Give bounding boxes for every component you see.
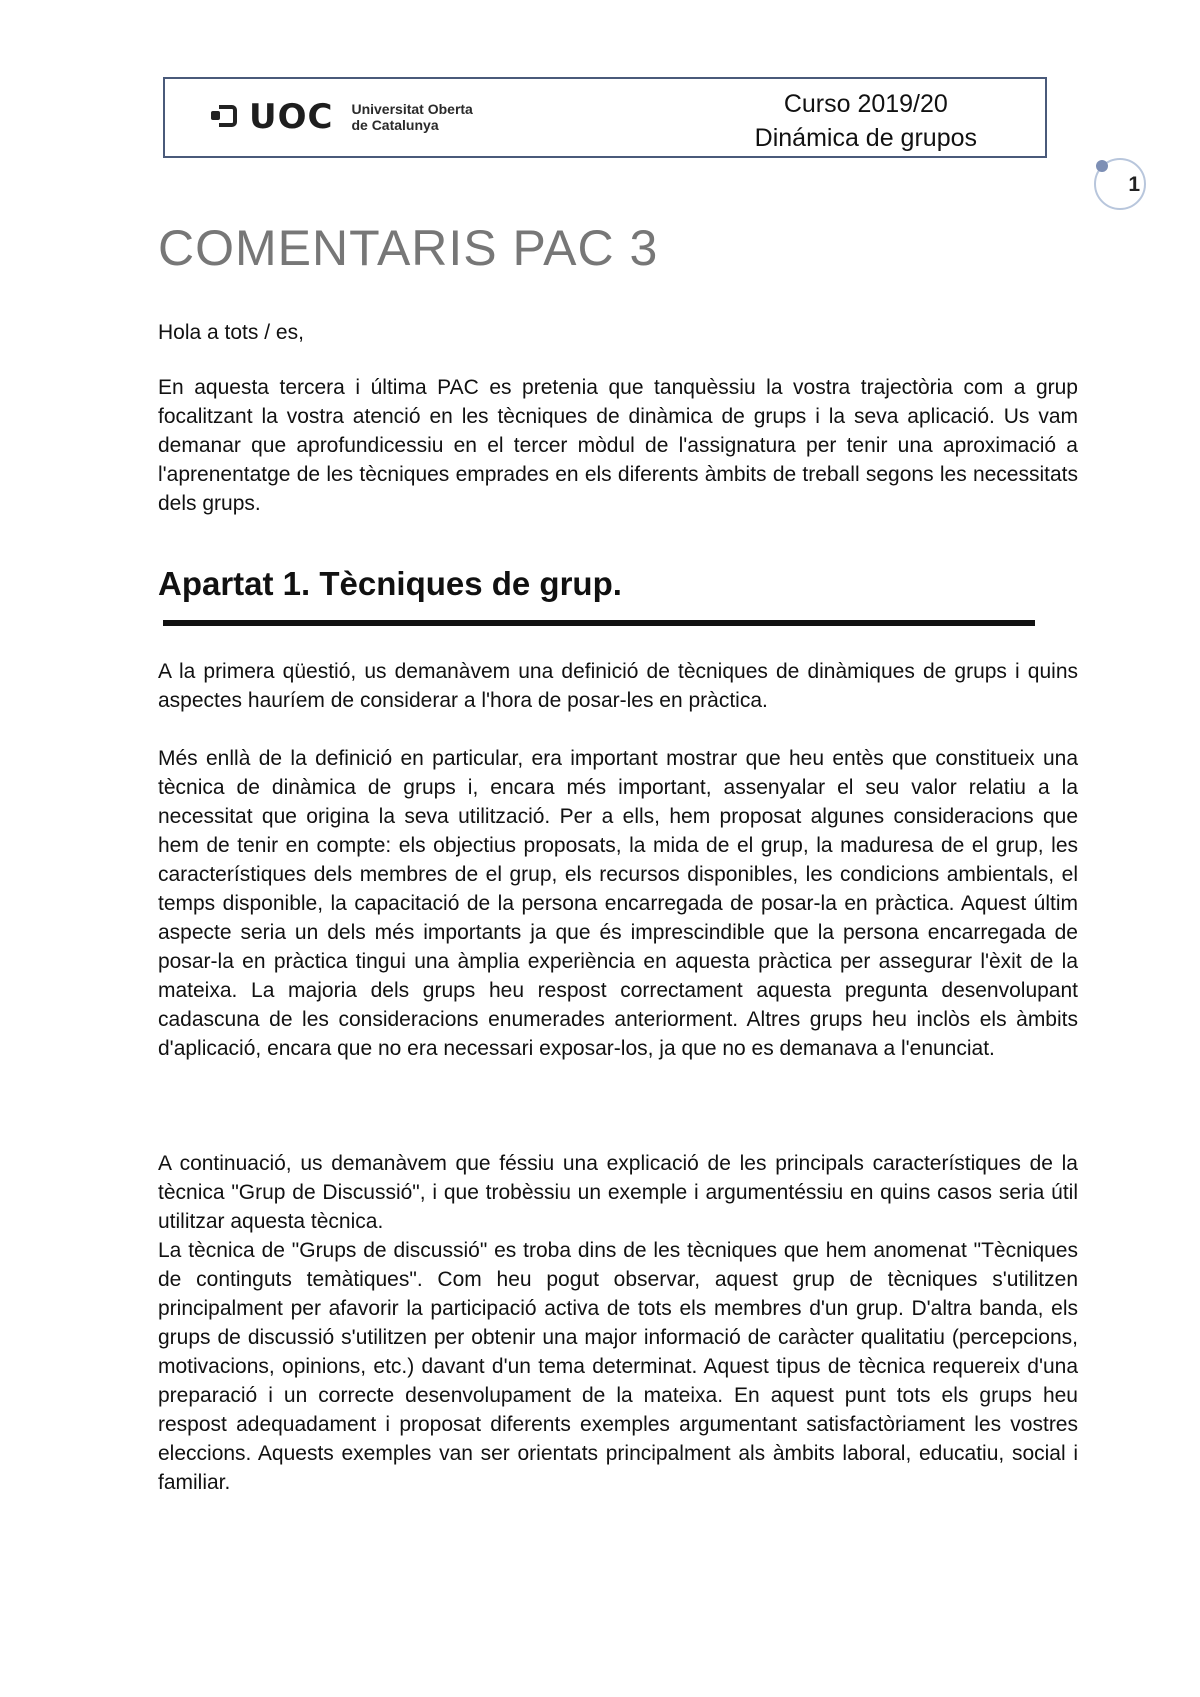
section-divider [163, 620, 1035, 626]
page-number: 1 [1128, 173, 1140, 196]
course-year: Curso 2019/20 [783, 90, 948, 118]
university-name [351, 101, 472, 133]
bullet-icon [1096, 160, 1108, 172]
document-header [163, 77, 1047, 158]
section-paragraph-2: Més enllà de la definició en particular, era important mostrar que heu entès que constitueix una tècnica de dinàmica de grups i, encara més important, assenyalar el seu valor relatiu a la necessitat que origina la seva utilització. Per a ells, hem proposat algunes consideracions que hem de tenir en compte: els objectius proposats, la mida de el grup, la maduresa de el grup, les característiques dels membres de el grup, els recursos disponibles, les condicions ambientals, el temps disponible, la capacitació de la persona encarregada de posar-la en pràctica. Aquest últim aspecte seria un dels més importants ja que és imprescindible que la persona encarregada de posar-la en pràctica tingui una àmplia experiència en aquesta pràctica per assegurar l'èxit de la mateixa. La majoria dels grups heu respost correctament aquesta pregunta desenvolupant cadascuna de les consideracions enumerades anteriorment. Altres grups heu inclòs els àmbits d'aplicació, encara que no era necessari exposar-los, ja que no es demanava a l'enunciat. [158, 747, 1078, 1060]
course-info [755, 87, 977, 155]
uoc-logo-icon [211, 102, 241, 132]
section-paragraph-3: A continuació, us demanàvem que féssiu una explicació de les principals característiques de la tècnica "Grup de Discussió", i que trobèssiu un exemple i argumentéssiu en quins casos seria útil utilitzar aquesta tècnica. [158, 1152, 1078, 1233]
intro-paragraph: En aquesta tercera i última PAC es pretenia que tanquèssiu la vostra trajectòria com a grup focalitzant la vostra atenció en les tècniques de dinàmica de grups i la seva aplicació. Us vam demanar que aprofundicessiu en el tercer mòdul de l'assignatura per tenir una aproximació a l'aprenentatge de les tècniques emprades en els diferents àmbits de treball segons les necessitats dels grups. [158, 376, 1078, 515]
page-number-badge [1094, 158, 1146, 210]
university-name-line1: Universitat Oberta [351, 101, 473, 117]
greeting: Hola a tots / es, [158, 321, 304, 344]
logo-wordmark: UOC [249, 97, 334, 137]
section-heading: Apartat 1. Tècniques de grup. [158, 565, 622, 602]
document-title: COMENTARIS PAC 3 [158, 220, 659, 276]
university-name-line2: de Catalunya [351, 117, 439, 133]
section-paragraph-4: La tècnica de "Grups de discussió" es troba dins de les tècniques que hem anomenat "Tècniques de continguts temàtiques". Com heu pogut observar, aquest grup de tècniques s'utilitzen principalment per afavorir la participació activa de tots els membres d'un grup. D'altra banda, els grups de discussió s'utilitzen per obtenir una major informació de caràcter qualitatiu (percepcions, motivacions, opinions, etc.) davant d'un tema determinat. Aquest tipus de tècnica requereix d'una preparació i un correcte desenvolupament de la mateixa. En aquest punt tots els grups heu respost adequadament i proposat diferents exemples argumentant satisfactòriament les vostres eleccions. Aquests exemples van ser orientats principalment als àmbits laboral, educatiu, social i familiar. [158, 1239, 1078, 1494]
uoc-logo [211, 97, 473, 137]
course-subject: Dinámica de grupos [754, 124, 977, 152]
section-paragraph-1: A la primera qüestió, us demanàvem una definició de tècniques de dinàmiques de grups i quins aspectes hauríem de considerar a l'hora de posar-les en pràctica. [158, 660, 1078, 712]
